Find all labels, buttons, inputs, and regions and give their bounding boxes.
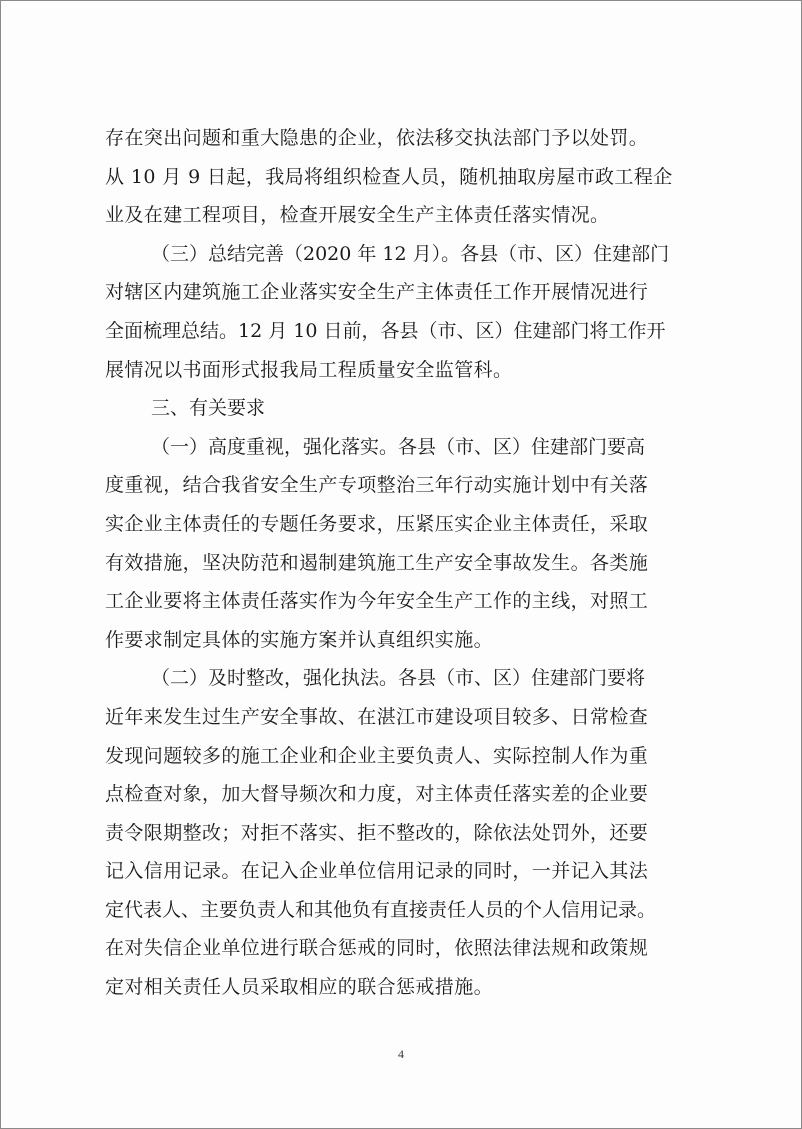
text-line: 全面梳理总结。12 月 10 日前，各县（市、区）住建部门将工作开: [105, 319, 666, 342]
text-line: 工企业要将主体责任落实作为今年安全生产工作的主线，对照工: [105, 590, 649, 613]
text-line: 点检查对象，加大督导频次和力度，对主体责任落实差的企业要: [105, 783, 649, 806]
text-line: 作要求制定具体的实施方案并认真组织实施。: [105, 628, 494, 651]
text-line: 有效措施，坚决防范和遏制建筑施工生产安全事故发生。各类施: [105, 551, 649, 574]
text-line: 定对相关责任人员采取相应的联合惩戒措施。: [105, 976, 494, 999]
section-item-3-paragraph: （三）总结完善（2020 年 12 月）。各县（市、区）住建部门: [151, 242, 670, 265]
text-line: 展情况以书面形式报我局工程质量安全监管科。: [105, 358, 513, 381]
text-line: 定代表人、主要负责人和其他负有直接责任人员的个人信用记录。: [105, 898, 657, 921]
text-line: 实企业主体责任的专题任务要求，压紧压实企业主体责任，采取: [105, 512, 649, 535]
document-body: [105, 119, 711, 1007]
section-heading: 三、有关要求: [151, 397, 266, 420]
text-line: 业及在建工程项目，检查开展安全生产主体责任落实情况。: [105, 204, 610, 227]
page-number: 4: [398, 1047, 404, 1061]
text-line: 存在突出问题和重大隐患的企业，依法移交执法部门予以处罚。: [105, 127, 649, 149]
text-line: 从 10 月 9 日起，我局将组织检查人员，随机抽取房屋市政工程企: [105, 165, 673, 188]
text-line: 对辖区内建筑施工企业落实安全生产主体责任工作开展情况进行: [105, 281, 649, 304]
requirement-2-paragraph: （二）及时整改，强化执法。各县（市、区）住建部门要将: [151, 667, 646, 690]
text-line: 记入信用记录。在记入企业单位信用记录的同时，一并记入其法: [105, 860, 649, 883]
text-line: 发现问题较多的施工企业和企业主要负责人、实际控制人作为重: [105, 744, 649, 767]
text-line: 责令限期整改；对拒不落实、拒不整改的，除依法处罚外，还要: [105, 821, 649, 844]
text-line: 在对失信企业单位进行联合惩戒的同时，依照法律法规和政策规: [105, 937, 649, 960]
text-line: 度重视，结合我省安全生产专项整治三年行动实施计划中有关落: [105, 474, 649, 497]
text-line: 近年来发生过生产安全事故、在湛江市建设项目较多、日常检查: [105, 705, 649, 728]
requirement-1-paragraph: （一）高度重视，强化落实。各县（市、区）住建部门要高: [151, 435, 646, 458]
